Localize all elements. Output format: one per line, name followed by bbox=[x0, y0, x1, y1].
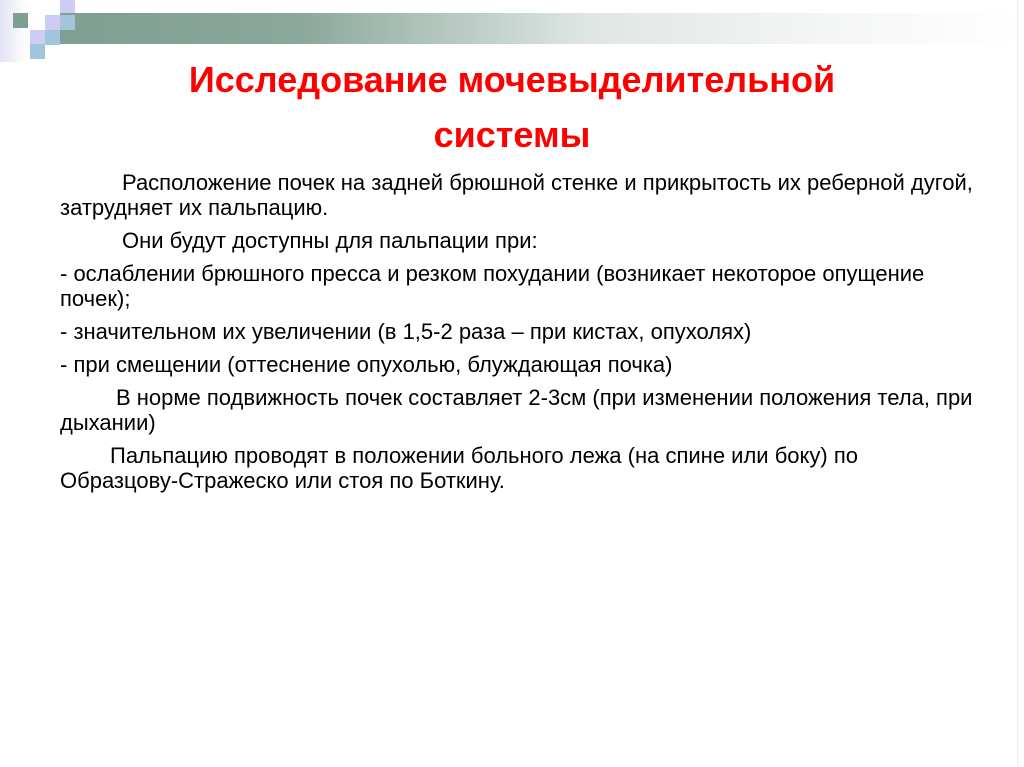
list-item: - значительном их увеличении (в 1,5-2 раза – при кистах, опухолях) bbox=[60, 319, 752, 344]
decor-square bbox=[60, 0, 75, 13]
paragraph: В норме подвижность почек составляет 2-3см (при изменении положения тела, при дыхании) bbox=[60, 385, 973, 435]
title-line-2: системы bbox=[433, 114, 591, 155]
decor-square bbox=[30, 30, 45, 45]
paragraph: Они будут доступны для пальпации при: bbox=[122, 228, 538, 253]
decor-square bbox=[45, 30, 60, 45]
header-decor-bar bbox=[60, 13, 1020, 44]
slide-title bbox=[0, 52, 1024, 162]
slide-body bbox=[60, 170, 980, 501]
decor-square bbox=[60, 15, 75, 30]
paragraph: Пальпацию проводят в положении больного лежа (на спине или боку) по Образцову-Стражеско или стоя по Боткину. bbox=[60, 443, 858, 493]
list-item: - ослаблении брюшного пресса и резком похудании (возникает некоторое опущение почек); bbox=[60, 261, 925, 311]
list-item: - при смещении (оттеснение опухолью, блуждающая почка) bbox=[60, 352, 673, 377]
title-line-1: Исследование мочевыделительной bbox=[188, 59, 836, 100]
decor-square bbox=[13, 13, 28, 28]
decor-square bbox=[45, 15, 60, 30]
paragraph: Расположение почек на задней брюшной стенке и прикрытость их реберной дугой, затрудняет их пальпацию. bbox=[60, 170, 973, 220]
